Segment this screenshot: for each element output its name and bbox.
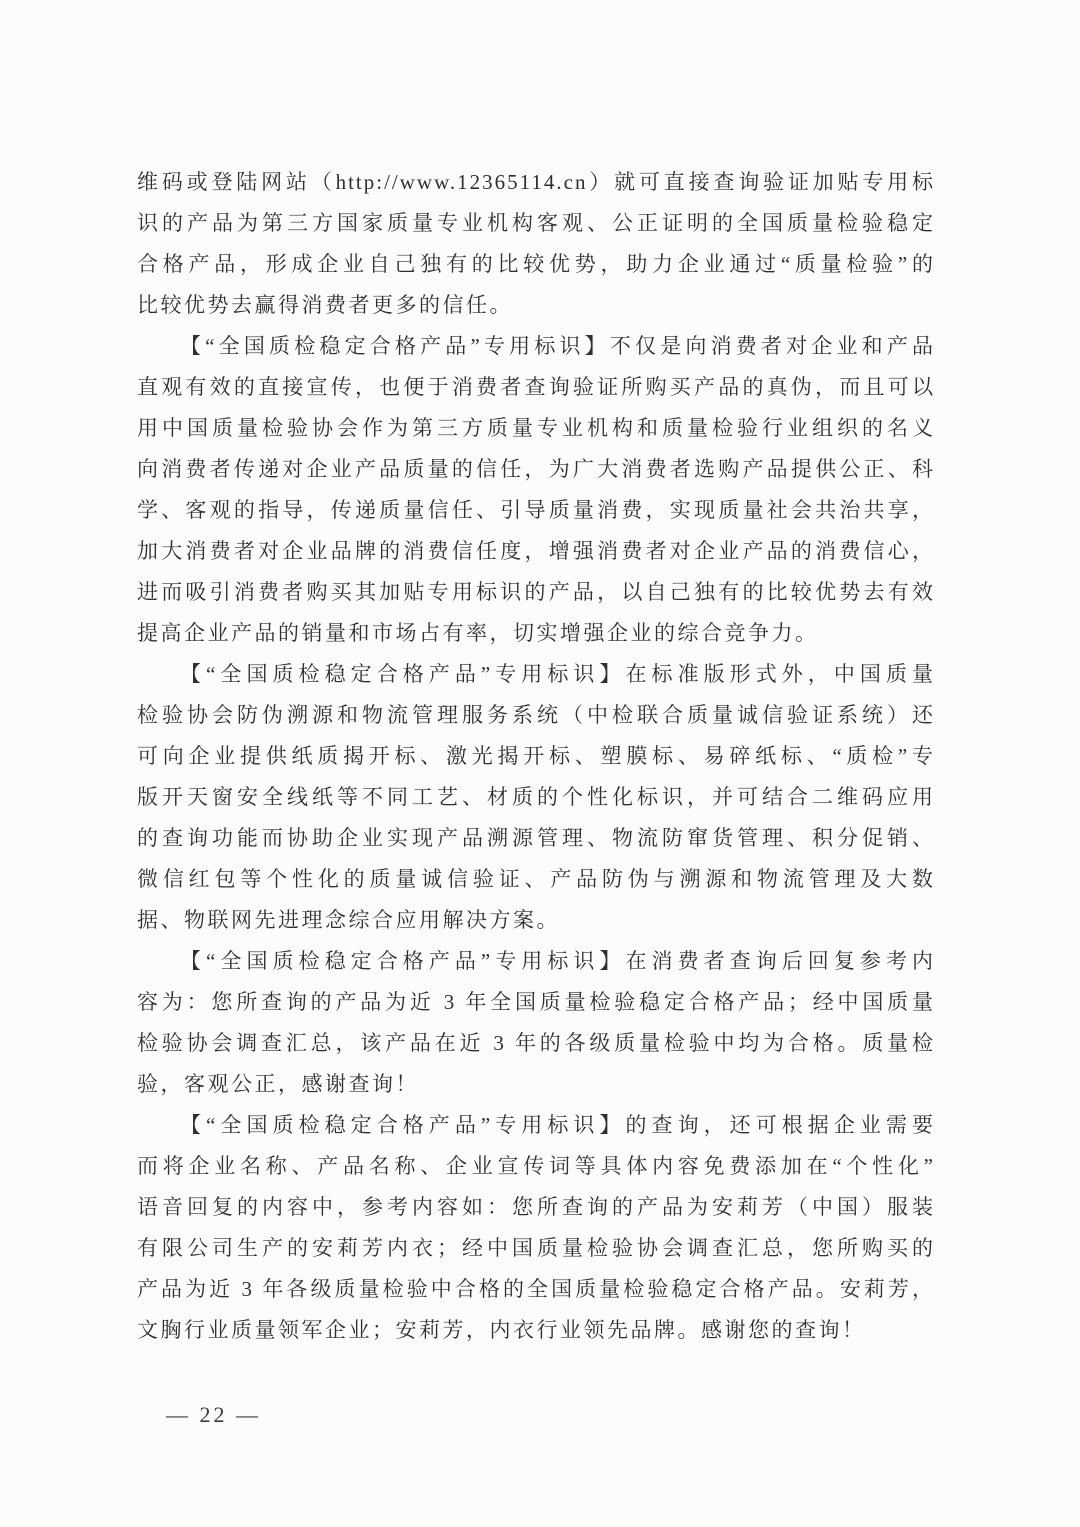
text-line: 语音回复的内容中，参考内容如：您所查询的产品为安莉芳（中国）服装 [137, 1195, 935, 1219]
text-line: 识的产品为第三方国家质量专业机构客观、公正证明的全国质量检验稳定 [137, 211, 935, 235]
text-line: 的查询功能而协助企业实现产品溯源管理、物流防窜货管理、积分促销、 [137, 826, 935, 850]
text-line: 【“全国质检稳定合格产品”专用标识】在标准版形式外，中国质量 [180, 662, 935, 686]
text-line: 加大消费者对企业品牌的消费信任度，增强消费者对企业产品的消费信心， [137, 539, 935, 563]
text-line: 版开天窗安全线纸等不同工艺、材质的个性化标识，并可结合二维码应用 [137, 785, 935, 809]
text-line: 合格产品，形成企业自己独有的比较优势，助力企业通过“质量检验”的 [137, 252, 935, 276]
paragraph [137, 941, 935, 1105]
text-line: 验，客观公正，感谢查询！ [137, 1072, 419, 1096]
text-line: 【“全国质检稳定合格产品”专用标识】在消费者查询后回复参考内 [180, 949, 935, 973]
text-line: 学、客观的指导，传递质量信任、引导质量消费，实现质量社会共治共享， [137, 498, 935, 522]
paragraph [137, 654, 935, 941]
text-line: 文胸行业质量领军企业；安莉芳，内衣行业领先品牌。感谢您的查询！ [137, 1318, 866, 1342]
paragraph [137, 162, 935, 326]
document-body [137, 162, 935, 1351]
text-line: 检验协会调查汇总，该产品在近 3 年的各级质量检验中均为合格。质量检 [137, 1031, 935, 1055]
text-line: 维码或登陆网站（http://www.12365114.cn）就可直接查询验证加贴专用标 [137, 170, 935, 194]
text-line: 而将企业名称、产品名称、企业宣传词等具体内容免费添加在“个性化” [137, 1154, 935, 1178]
text-line: 用中国质量检验协会作为第三方质量专业机构和质量检验行业组织的名义 [137, 416, 935, 440]
text-line: 可向企业提供纸质揭开标、激光揭开标、塑膜标、易碎纸标、“质检”专 [137, 744, 935, 768]
text-line: 检验协会防伪溯源和物流管理服务系统（中检联合质量诚信验证系统）还 [137, 703, 935, 727]
text-line: 比较优势去赢得消费者更多的信任。 [137, 293, 513, 317]
text-line: 提高企业产品的销量和市场占有率，切实增强企业的综合竞争力。 [137, 621, 819, 645]
text-line: 产品为近 3 年各级质量检验中合格的全国质量检验稳定合格产品。安莉芳， [137, 1277, 935, 1301]
paragraph [137, 326, 935, 654]
text-line: 据、物联网先进理念综合应用解决方案。 [137, 908, 560, 932]
text-line: 向消费者传递对企业产品质量的信任，为广大消费者选购产品提供公正、科 [137, 457, 935, 481]
paragraph [137, 1105, 935, 1351]
text-line: 有限公司生产的安莉芳内衣；经中国质量检验协会调查汇总，您所购买的 [137, 1236, 935, 1260]
text-line: 微信红包等个性化的质量诚信验证、产品防伪与溯源和物流管理及大数 [137, 867, 935, 891]
text-line: 容为：您所查询的产品为近 3 年全国质量检验稳定合格产品；经中国质量 [137, 990, 935, 1014]
text-line: 【“全国质检稳定合格产品”专用标识】的查询，还可根据企业需要 [180, 1113, 935, 1137]
page-number: — 22 — [166, 1402, 261, 1427]
text-line: 【“全国质检稳定合格产品”专用标识】不仅是向消费者对企业和产品 [180, 334, 935, 358]
text-line: 直观有效的直接宣传，也便于消费者查询验证所购买产品的真伪，而且可以 [137, 375, 935, 399]
text-line: 进而吸引消费者购买其加贴专用标识的产品，以自己独有的比较优势去有效 [137, 580, 935, 604]
